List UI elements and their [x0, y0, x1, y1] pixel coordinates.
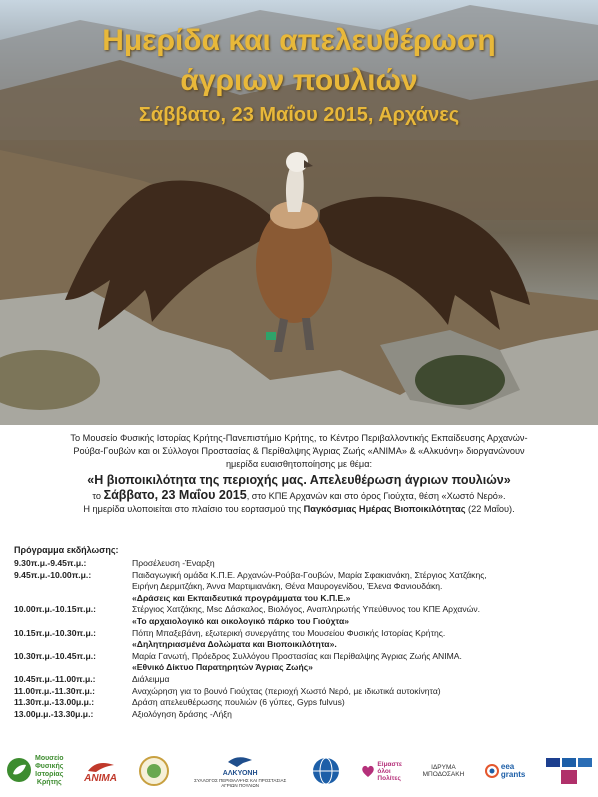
alkyoni-bird-icon: [227, 754, 253, 768]
schedule-row: [14, 662, 589, 674]
schedule-row: [14, 651, 589, 663]
schedule-time: [14, 616, 132, 628]
schedule-row: [14, 686, 589, 698]
schedule-desc: Προσέλευση -Έναρξη: [132, 558, 215, 568]
schedule-desc: «Εθνικό Δίκτυο Παρατηρητών Άγριας Ζωής»: [132, 662, 313, 673]
schedule-time: 13.00μ.μ.-13.30μ.μ.:: [14, 708, 94, 719]
schedule-time: 10.45π.μ.-11.00π.μ.:: [14, 673, 96, 684]
schedule-time: 9.30π.μ.-9.45π.μ.:: [14, 558, 87, 568]
eimaste-2: όλοι: [377, 767, 391, 775]
schedule-desc: Δράση απελευθέρωσης πουλιών (6 γύπες, Gyps fulvus): [132, 697, 345, 708]
schedule-time: [14, 593, 132, 605]
schedule-desc: Στέργιος Χατζάκης, Msc Δάσκαλος, Βιολόγος, Αναπληρωτής Υπεύθυνος του ΚΠΕ Αρχανών.: [132, 604, 481, 615]
schedule-desc: Αναχώρηση για το βουνό Γιούχτας (περιοχή Χωστό Νερό, με ιδιωτικά αυτοκίνητα): [132, 685, 441, 696]
schedule-desc: Πόπη Μπαξεβάνη, εξωτερική συνεργάτης του Μουσείου Φυσικής Ιστορίας Κρήτης.: [132, 627, 446, 638]
context-prefix: Η ημερίδα υλοποιείται στο πλαίσιο του εορτασμού της: [83, 504, 304, 514]
museum-name-4: Κρήτης: [36, 779, 62, 786]
schedule-desc: «Δηλητηριασμένα Δολώματα και Βιοποικιλότητα».: [132, 639, 337, 650]
schedule-time: 10.30π.μ.-10.45π.μ.:: [14, 650, 96, 661]
schedule-row: [14, 593, 589, 605]
schedule-row: [14, 639, 589, 651]
schedule-time: 9.45π.μ.-10.00π.μ.:: [14, 569, 92, 580]
schedule-desc: «Δράσεις και Εκπαιδευτικά προγράμματα του Κ.Π.Ε.»: [132, 592, 351, 603]
schedule-time: 11.30π.μ.-13.00μ.μ.:: [14, 697, 95, 708]
bodossaki-logo: [423, 764, 465, 779]
schedule-desc: Μαρία Γανωτή, Πρόεδρος Συλλόγου Προστασίας και Περίθαλψης Άγριας Ζωής ΑΝΙΜΑ.: [132, 650, 462, 661]
globe-logo: [311, 756, 341, 786]
intro-line-1: Το Μουσείο Φυσικής Ιστορίας Κρήτης-Πανεπιστήμιο Κρήτης, το Κέντρο Περιβαλλοντικής Εκπαίδευσης Αρχανών-: [70, 433, 528, 443]
museum-logo: [6, 755, 64, 787]
schedule-time: 11.00π.μ.-11.30π.μ.:: [14, 685, 96, 696]
kpe-emblem-icon: [138, 755, 170, 787]
eea-2: grants: [500, 770, 526, 779]
schedule-desc: Διάλειμμα: [132, 673, 170, 684]
title-line-2: άγριων πουλιών: [180, 64, 418, 97]
foundation-1: ΙΔΡΥΜΑ: [431, 763, 456, 771]
eea-swirl-icon: [485, 764, 499, 778]
intro-text: [0, 432, 598, 516]
schedule-time: [14, 581, 132, 593]
schedule-row: [14, 570, 589, 582]
date-prefix: το: [92, 491, 104, 501]
partner-square-icon: [561, 770, 577, 784]
schedule-row: [14, 581, 589, 593]
kpe-logo: [138, 755, 170, 787]
schedule-row: [14, 628, 589, 640]
schedule-row: [14, 697, 589, 709]
heart-icon: [361, 764, 375, 778]
event-date-subtitle: Σάββατο, 23 Μαΐου 2015, Αρχάνες: [138, 104, 460, 126]
museum-leaf-icon: [6, 757, 32, 783]
schedule-time: 10.00π.μ.-10.15π.μ.:: [14, 604, 96, 615]
schedule-desc: Αξιολόγηση δράσης -Λήξη: [132, 708, 232, 719]
date-location: , στο ΚΠΕ Αρχανών και στο όρος Γιούχτα, θέση «Χωστό Νερό».: [246, 491, 506, 501]
eu-flags: [546, 758, 592, 784]
globe-icon: [311, 756, 341, 786]
anima-bird-icon: [86, 759, 116, 773]
anima-logo: [84, 759, 117, 783]
title-line-1: Ημερίδα και απελευθέρωση: [102, 24, 496, 57]
schedule: [14, 545, 589, 720]
museum-name-1: Μουσείο: [35, 755, 64, 762]
eu-flag-icon: [546, 758, 560, 767]
sponsor-logos: [0, 745, 598, 797]
schedule-time: 10.15π.μ.-10.30π.μ.:: [14, 627, 96, 638]
flag-icon-3: [578, 758, 592, 767]
intro-line-3: ημερίδα ευαισθητοποίησης με θέμα:: [225, 459, 373, 469]
vulture-tag: [266, 332, 276, 340]
vulture-neck: [286, 168, 304, 212]
schedule-desc: Παιδαγωγική ομάδα Κ.Π.Ε. Αρχανών-Ρούβα-Γουβών, Μαρία Σφακιανάκη, Στέργιος Χατζάκης,: [132, 569, 487, 580]
schedule-row: [14, 604, 589, 616]
alkyoni-desc: ΣΥΛΛΟΓΟΣ ΠΕΡΙΘΑΛΨΗΣ ΚΑΙ ΠΡΟΣΤΑΣΙΑΣ ΑΓΡΙΩΝ ΠΟΥΛΙΩΝ: [194, 777, 287, 788]
alkyoni-logo: [190, 754, 290, 788]
date-bold: Σάββατο, 23 Μαΐου 2015: [103, 488, 247, 502]
schedule-time: [14, 639, 132, 651]
context-line: [0, 503, 598, 516]
schedule-desc: «Το αρχαιολογικό και οικολογικό πάρκο του Γιούχτα»: [132, 615, 350, 626]
eimaste-3: Πολίτες: [377, 774, 401, 782]
museum-name-2: Φυσικής: [35, 763, 64, 770]
alkyoni-name: ΑΛΚΥΟΝΗ: [222, 770, 258, 778]
schedule-time: [14, 662, 132, 674]
anima-name: ANIMA: [84, 773, 117, 785]
shrub: [415, 355, 505, 405]
eimaste-logo: [361, 761, 402, 782]
context-rest: (22 Μαΐου).: [465, 504, 515, 514]
eea-1: eea: [500, 762, 515, 771]
event-theme: «Η βιοποικιλότητα της περιοχής μας. Απελευθέρωση άγριων πουλιών»: [87, 473, 511, 487]
schedule-desc: Ειρήνη Δερμιτζάκη, Άννα Μαρτιμιανάκη, Θένα Μαυρογενίδου, Έλενα Φανιουδάκη.: [132, 581, 443, 592]
schedule-row: [14, 709, 589, 721]
schedule-row: [14, 674, 589, 686]
schedule-row: [14, 616, 589, 628]
eimaste-1: Είμαστε: [377, 760, 402, 768]
eea-logo: [485, 763, 525, 779]
flag-icon-2: [562, 758, 576, 767]
context-bold: Παγκόσμιας Ημέρας Βιοποικιλότητας: [303, 504, 466, 514]
schedule-rows: [14, 558, 589, 720]
museum-name-3: Ιστορίας: [35, 771, 64, 778]
foundation-2: ΜΠΟΔΟΣΑΚΗ: [422, 771, 465, 778]
event-date-line: [0, 489, 598, 503]
schedule-heading: Πρόγραμμα εκδήλωσης:: [14, 545, 119, 555]
schedule-row: [14, 558, 589, 570]
intro-line-2: Ρούβα-Γουβών και οι Σύλλογοι Προστασίας & Περίθαλψης Άγριας Ζωής «ΑΝΙΜΑ» & «Αλκυόνη» διοργανώνουν: [73, 446, 525, 456]
